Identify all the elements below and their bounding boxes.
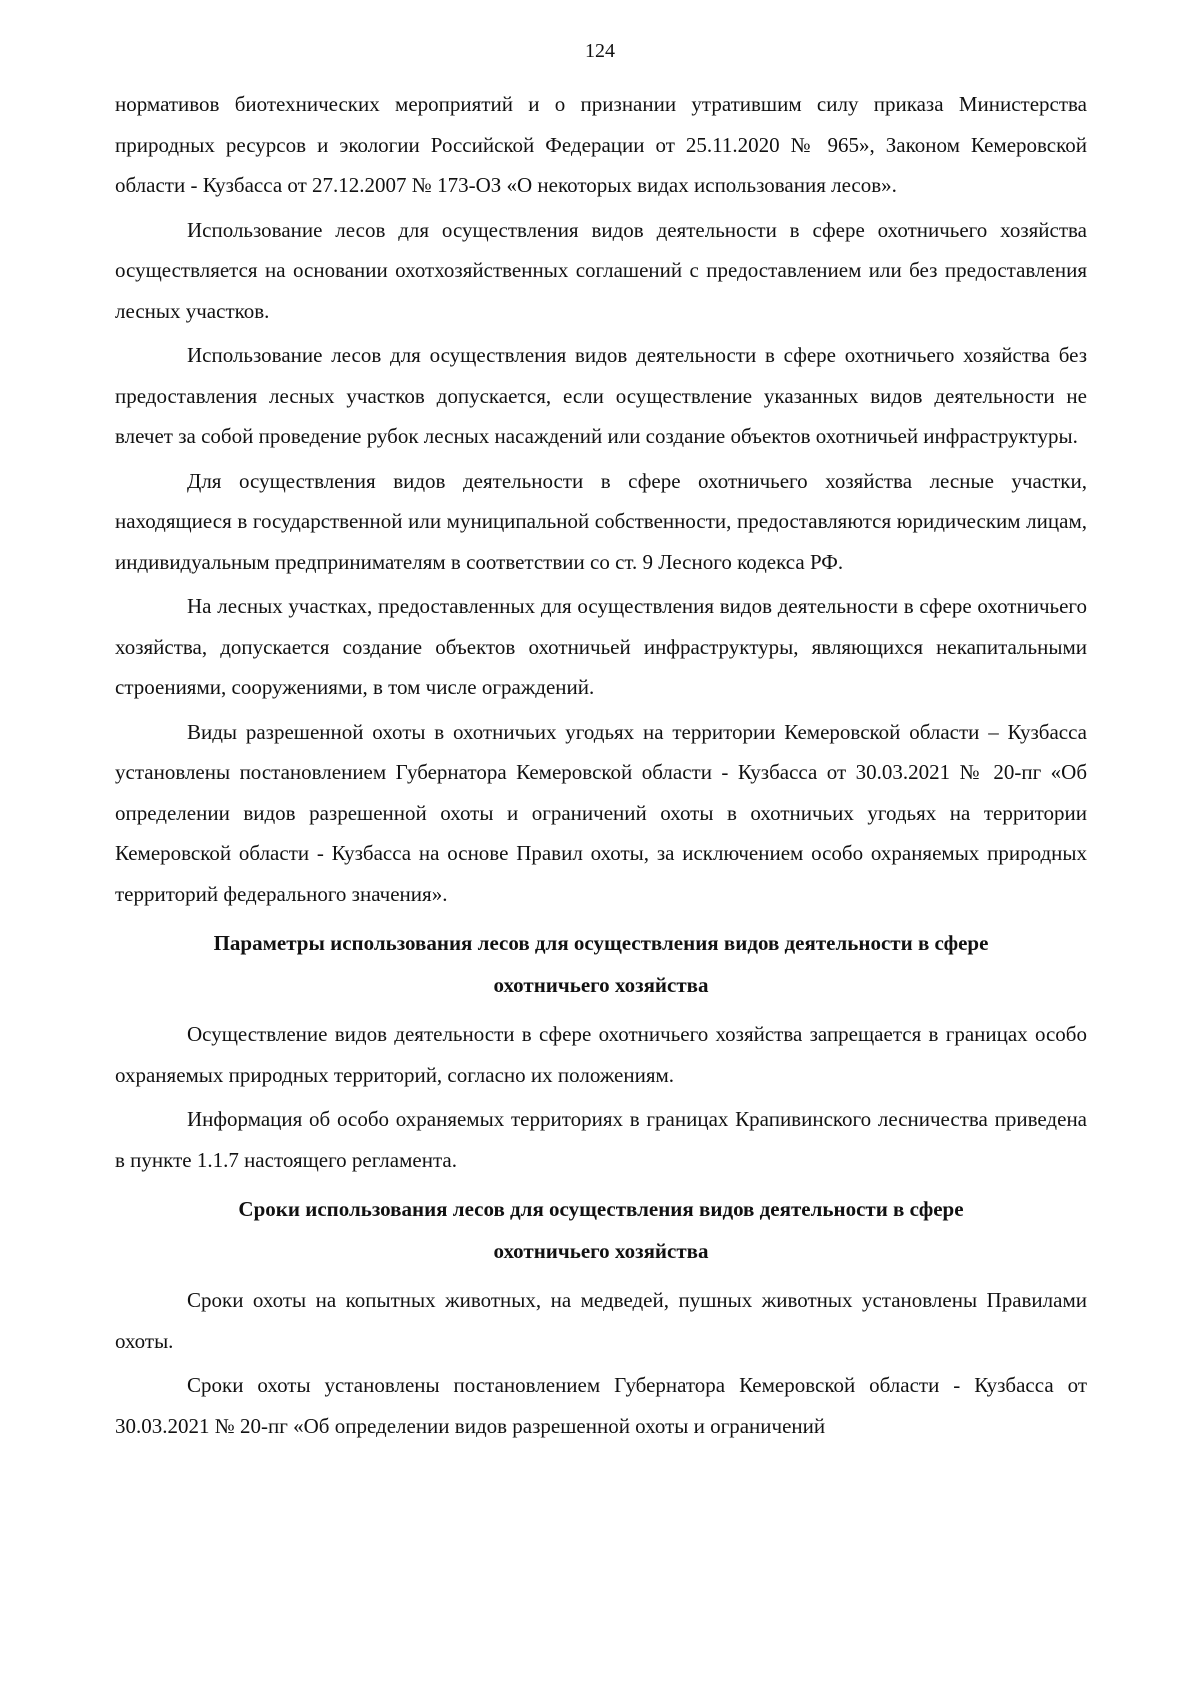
section-heading-terms-line1: Сроки использования лесов для осуществления видов деятельности в сфере [238, 1197, 964, 1221]
section-heading-terms [115, 1188, 1087, 1272]
page-number: 124 [585, 40, 615, 62]
paragraph-protected-areas-info: Информация об особо охраняемых территориях в границах Крапивинского лесничества приведена в пункте 1.1.7 настоящего регламента. [115, 1107, 1087, 1172]
section-heading-parameters [115, 922, 1087, 1006]
page-body [115, 84, 1087, 1450]
section-heading-parameters-line2: охотничьего хозяйства [493, 973, 709, 997]
paragraph-forest-use-agreements: Использование лесов для осуществления видов деятельности в сфере охотничьего хозяйства осуществляется на основании охотхозяйственных соглашений с предоставлением или без предоставления лесных участков. [115, 217, 1087, 323]
paragraph-infrastructure: На лесных участках, предоставленных для осуществления видов деятельности в сфере охотничьего хозяйства, допускается создание объектов охотничьей инфраструктуры, являющихся некапитальными строениями, сооружениями, в том числе ограждений. [115, 594, 1087, 699]
paragraph-use-without-plots: Использование лесов для осуществления видов деятельности в сфере охотничьего хозяйства без предоставления лесных участков допускается, если осуществление указанных видов деятельности не влечет за собой проведение рубок лесных насаждений или создание объектов охотничьей инфраструктуры. [115, 343, 1087, 448]
section-heading-terms-line2: охотничьего хозяйства [493, 1239, 709, 1263]
paragraph-intro-continuation: нормативов биотехнических мероприятий и о признании утратившим силу приказа Министерства природных ресурсов и экологии Российской Федерации от 25.11.2020 № 965», Законом Кемеровской области - Кузбасса от 27.12.2007 № 173-ОЗ «О некоторых видах использования лесов». [115, 92, 1087, 197]
paragraph-hunting-types: Виды разрешенной охоты в охотничьих угодьях на территории Кемеровской области – Кузбасса установлены постановлением Губернатора Кемеровской области - Кузбасса от 30.03.2021 № 20-пг «Об определении видов разрешенной охоты и ограничений охоты в охотничьих угодьях на территории Кемеровской области - Кузбасса на основе Правил охоты, за исключением особо охраняемых природных территорий федерального значения». [115, 719, 1087, 906]
paragraph-hunting-seasons-decree: Сроки охоты установлены постановлением Губернатора Кемеровской области - Кузбасса от 30.03.2021 № 20-пг «Об определении видов разрешенной охоты и ограничений [115, 1373, 1087, 1438]
paragraph-protected-areas-ban: Осуществление видов деятельности в сфере охотничьего хозяйства запрещается в границах особо охраняемых природных территорий, согласно их положениям. [115, 1022, 1087, 1087]
section-heading-parameters-line1: Параметры использования лесов для осуществления видов деятельности в сфере [213, 931, 989, 955]
paragraph-hunting-seasons: Сроки охоты на копытных животных, на медведей, пушных животных установлены Правилами охоты. [115, 1288, 1087, 1353]
paragraph-plots-provision: Для осуществления видов деятельности в сфере охотничьего хозяйства лесные участки, находящиеся в государственной или муниципальной собственности, предоставляются юридическим лицам, индивидуальным предпринимателям в соответствии со ст. 9 Лесного кодекса РФ. [115, 468, 1087, 574]
